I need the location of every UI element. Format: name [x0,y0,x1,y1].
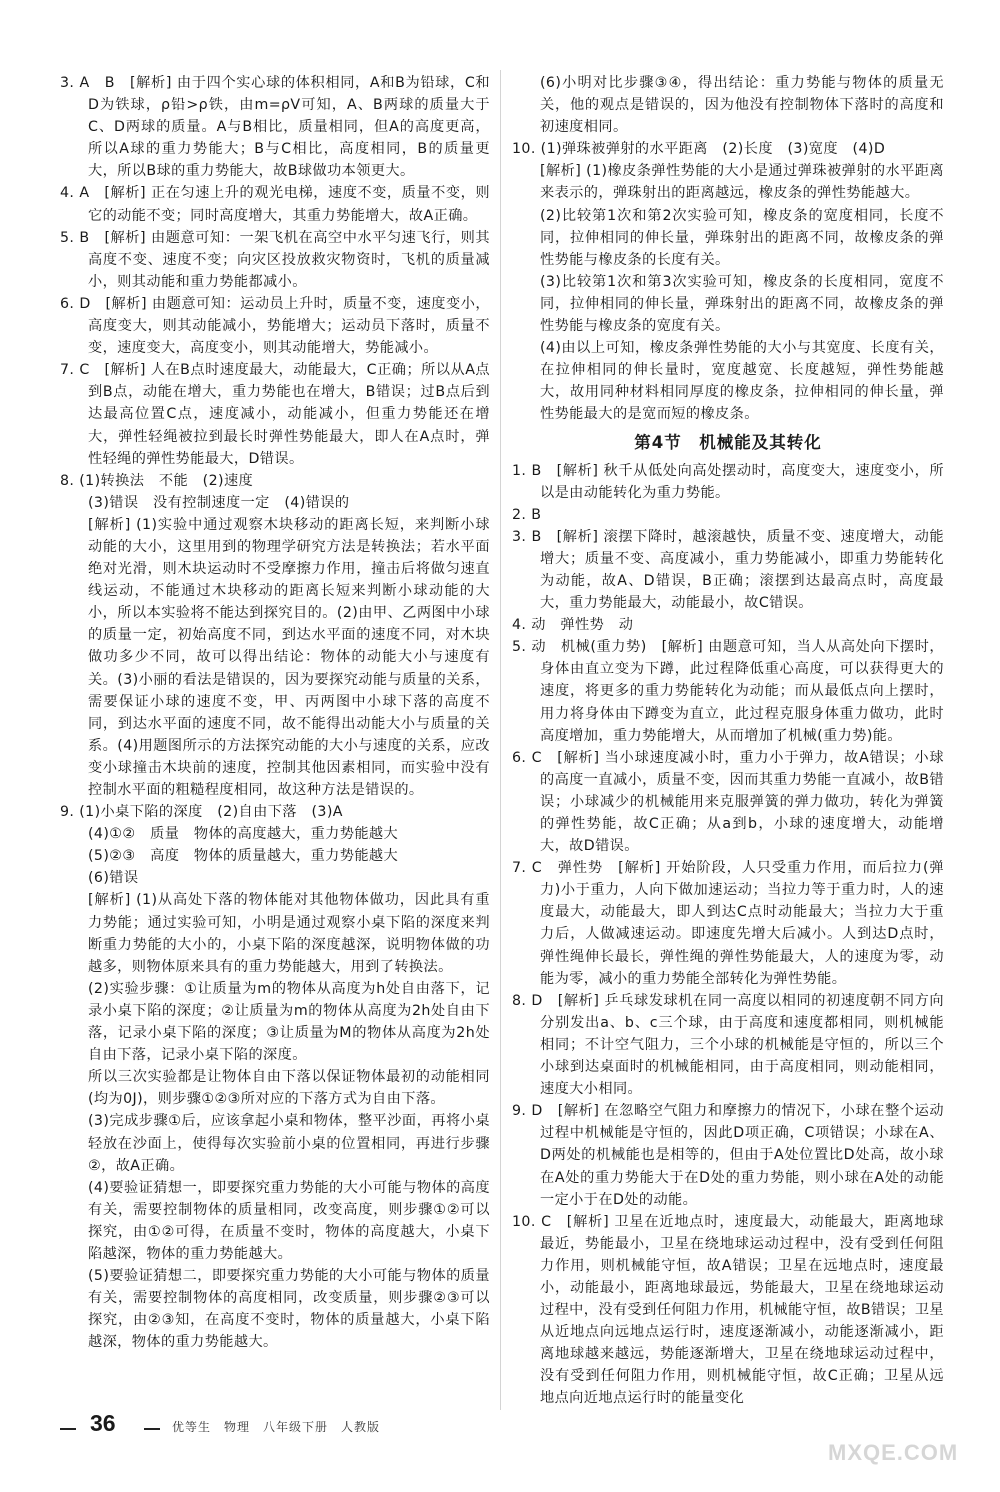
section-title: 第4节 机械能及其转化 [634,432,822,452]
watermark [820,1440,990,1488]
answer-9-analysis-2: (2)实验步骤：①让质量为m的物体从高度为h处自由落下，记录小桌下陷的深度；②让质量为m的物体从高度为2h处自由下落，记录小桌下陷的深度；③让质量为M的物体从高度为2h处自由下落，记录小桌下陷的深度。 [88,980,490,1064]
page-number: 36 [90,1410,116,1436]
right-column [512,72,944,1410]
answer-9-analysis-1: [解析] (1)从高处下落的物体能对其他物体做功，因此具有重力势能；通过实验可知，小明是通过观察小桌下陷的深度来判断重力势能的大小的，小桌下陷的深度越深，说明物体做的功越多，则物体原来具有的重力势能越大，用到了转换法。 [88,892,490,975]
s4-answer-8: 8. D [解析] 乒乓球发球机在同一高度以相同的初速度朝不同方向分别发出a、b、c三个球，由于高度和速度都相同，则机械能相同；不计空气阻力，三个小球的机械能是守恒的，所以三个小球到达桌面时的机械能相同，由于高度相同，则动能相同，速度大小相同。 [512,992,944,1098]
answer-10-analysis-4: (4)由以上可知，橡皮条弹性势能的大小与其宽度、长度有关，在拉伸相同的伸长量时，宽度越宽、长度越短，弹性势能越大，故用同种材料相同厚度的橡皮条，拉伸相同的伸长量，弹性势能最大的是宽而短的橡皮条。 [540,340,944,423]
answer-9-line-4: (6)错误 [88,870,139,887]
answer-9-analysis-3: 所以三次实验都是让物体自由下落以保证物体最初的动能相同(均为0J)，则步骤①②③所对应的下落方式为自由下落。 [88,1069,490,1108]
answer-9-line-2: (4)①② 质量 物体的高度越大，重力势能越大 [88,826,399,843]
answer-9-analysis-6: (5)要验证猜想二，即要探究重力势能的大小可能与物体的质量有关，需要控制物体的高度相同，改变质量，则步骤②③可以探究，由②③知，在高度不变时，物体的质量越大，小桌下陷越深，物体的重力势能越大。 [88,1268,490,1351]
s4-answer-9: 9. D [解析] 在忽略空气阻力和摩擦力的情况下，小球在整个运动过程中机械能是守恒的，因此D项正确，C项错误；小球在A、D两处的机械能也是相等的，但由于A处位置比D处高，故小球在A处的重力势能大于在D处的重力势能，则小球在A处的动能一定小于在D处的动能。 [512,1103,944,1208]
answer-8: 8. (1)转换法 不能 (2)速度 [60,472,254,489]
answer-9-analysis-4: (3)完成步骤①后，应该拿起小桌和物体，整平沙面，再将小桌轻放在沙面上，使得每次实验前小桌的位置相同，再进行步骤②，故A正确。 [88,1113,490,1174]
answer-3: 3. A B [解析] 由于四个实心球的体积相同，A和B为铅球，C和D为铁球，ρ铅>ρ铁，由m=ρV可知，A、B两球的质量大于C、D两球的质量。A与B相比，质量相同，但A的高度更高，所以A球的重力势能大；B与C相比，高度相同，B的质量更大，所以B球的重力势能大，故B球做功本领更大。 [60,75,490,180]
answer-10-analysis-1: [解析] (1)橡皮条弹性势能的大小是通过弹珠被弹射的水平距离来表示的，弹珠射出的距离越远，橡皮条的弹性势能越大。 [540,163,944,202]
s4-answer-4: 4. 动 弹性势 动 [512,617,634,634]
left-column [60,72,490,1353]
s4-answer-7: 7. C 弹性势 [解析] 开始阶段，人只受重力作用，而后拉力(弹力)小于重力，人向下做加速运动；当拉力等于重力时，人的速度最大，动能最大，即人到达C点时动能最大；当拉力大于重力后，人做减速运动。即速度先增大后减小。人到达D点时，弹性绳伸长最长，弹性绳的弹性势能最大，人的速度为零，动能为零，减小的重力势能全部转化为弹性势能。 [512,860,944,987]
footer-dash-right [144,1428,160,1430]
s4-answer-2: 2. B [512,506,542,523]
answer-5: 5. B [解析] 由题意可知：一架飞机在高空中水平匀速飞行，则其高度不变、速度不变；向灾区投放救灾物资时，飞机的质量减小，则其动能和重力势能都减小。 [60,229,490,290]
answer-10-analysis-2: (2)比较第1次和第2次实验可知，橡皮条的宽度相同，长度不同，拉伸相同的伸长量，弹珠射出的距离不同，故橡皮条的弹性势能与橡皮条的长度有关。 [540,207,944,268]
column-divider [500,70,501,1410]
answer-10-analysis-3: (3)比较第1次和第3次实验可知，橡皮条的长度相同，宽度不同，拉伸相同的伸长量，弹珠射出的距离不同，故橡皮条的弹性势能与橡皮条的宽度有关。 [540,273,944,335]
answer-7: 7. C [解析] 人在B点时速度最大，动能最大，C正确；所以从A点到B点，动能在增大，重力势能也在增大，B错误；过B点后到达最高位置C点，速度减小，动能减小，但重力势能还在增大，弹性轻绳被拉到最长时弹性势能最大，即人在A点时，弹性轻绳的弹性势能最大，D错误。 [60,362,490,467]
s4-answer-3: 3. B [解析] 滚摆下降时，越滚越快，质量不变、速度增大，动能增大；质量不变、高度减小，重力势能减小，即重力势能转化为动能，故A、D错误，B正确；滚摆到达最高点时，高度最大，重力势能最大，动能最小，故C错误。 [512,528,944,612]
s4-answer-10: 10. C [解析] 卫星在近地点时，速度最大，动能最大，距离地球最近，势能最小，卫星在绕地球运动过程中，没有受到任何阻力作用，则机械能守恒，故A错误；卫星在远地点时，速度最小，动能最小，距离地球最远，势能最大，卫星在绕地球运动过程中，没有受到任何阻力作用，机械能守恒，故B错误；卫星从近地点向远地点运行时，速度逐渐减小，动能逐渐减小，距离地球越来越远，势能逐渐增大，卫星在绕地球运动过程中，没有受到任何阻力作用，则机械能守恒，故C正确；卫星从远地点向近地点运行时的能量变化 [512,1213,944,1407]
answer-6: 6. D [解析] 由题意可知：运动员上升时，质量不变，速度变小，高度变大，则其动能减小，势能增大；运动员下落时，质量不变，速度变大，高度变小，则其动能增大，势能减小。 [60,295,490,357]
watermark-url: MXQE.COM [828,1440,959,1465]
footer-dash-left [60,1428,76,1430]
footer-book-info: 优等生 物理 八年级下册 人教版 [172,1420,381,1434]
answer-9-analysis-5: (4)要验证猜想一，即要探究重力势能的大小可能与物体的高度有关，需要控制物体的质量相同，改变高度，则步骤①②可以探究，由①②可得，在质量不变时，物体的高度越大，小桌下陷越深，物体的重力势能越大。 [88,1179,490,1262]
answer-8-line-2: (3)错误 没有控制速度一定 (4)错误的 [88,494,350,511]
answer-4: 4. A [解析] 正在匀速上升的观光电梯，速度不变，质量不变，则它的动能不变；同时高度增大，其重力势能增大，故A正确。 [60,185,490,224]
answer-10: 10. (1)弹珠被弹射的水平距离 (2)长度 (3)宽度 (4)D [512,141,886,158]
answer-9-analysis-7: (6)小明对比步骤③④，得出结论：重力势能与物体的质量无关，他的观点是错误的，因为他没有控制物体下落时的高度和初速度相同。 [540,75,944,136]
answer-9-line-3: (5)②③ 高度 物体的质量越大，重力势能越大 [88,848,399,865]
s4-answer-5: 5. 动 机械(重力势) [解析] 由题意可知，当人从高处向下摆时，身体由直立变为下蹲，此过程降低重心高度，可以获得更大的速度，将更多的重力势能转化为动能；而从最低点向上摆时，用力将身体由下蹲变为直立，此过程克服身体重力做功，此时高度增加，重力势能增大，从而增加了机械(重力势)能。 [512,639,944,744]
s4-answer-1: 1. B [解析] 秋千从低处向高处摆动时，高度变大，速度变小，所以是由动能转化为重力势能。 [512,462,944,501]
s4-answer-6: 6. C [解析] 当小球速度减小时，重力小于弹力，故A错误；小球的高度一直减小，质量不变，因而其重力势能一直减小，故B错误；小球减少的机械能用来克服弹簧的弹力做功，转化为弹簧的弹性势能，故C正确；从a到b，小球的速度增大，动能增大，故D错误。 [512,749,944,855]
answer-9: 9. (1)小桌下陷的深度 (2)自由下落 (3)A [60,804,343,821]
answer-8-analysis: [解析] (1)实验中通过观察木块移动的距离长短，来判断小球动能的大小，这里用到的物理学研究方法是转换法；若水平面绝对光滑，则木块运动时不受摩擦力作用，撞击后将做匀速直线运动，不能通过木块移动的距离长短来判断小球动能的大小，所以本实验将不能达到探究目的。(2)由甲、乙两图中小球的质量一定，初始高度不同，到达水平面的速度不同，对木块做功多少不同，故可以得出结论：物体的动能大小与速度有关。(3)小丽的看法是错误的，因为要探究动能与质量的关系，需要保证小球的速度不变，甲、丙两图中小球下落的高度不同，到达水平面的速度不同，故不能得出动能大小与质量的关系。(4)用题图所示的方法探究动能的大小与速度的关系，应改变小球撞击木块前的速度，控制其他因素相同，而实验中没有控制水平面的粗糙程度相同，故这种方法是错误的。 [88,516,490,798]
